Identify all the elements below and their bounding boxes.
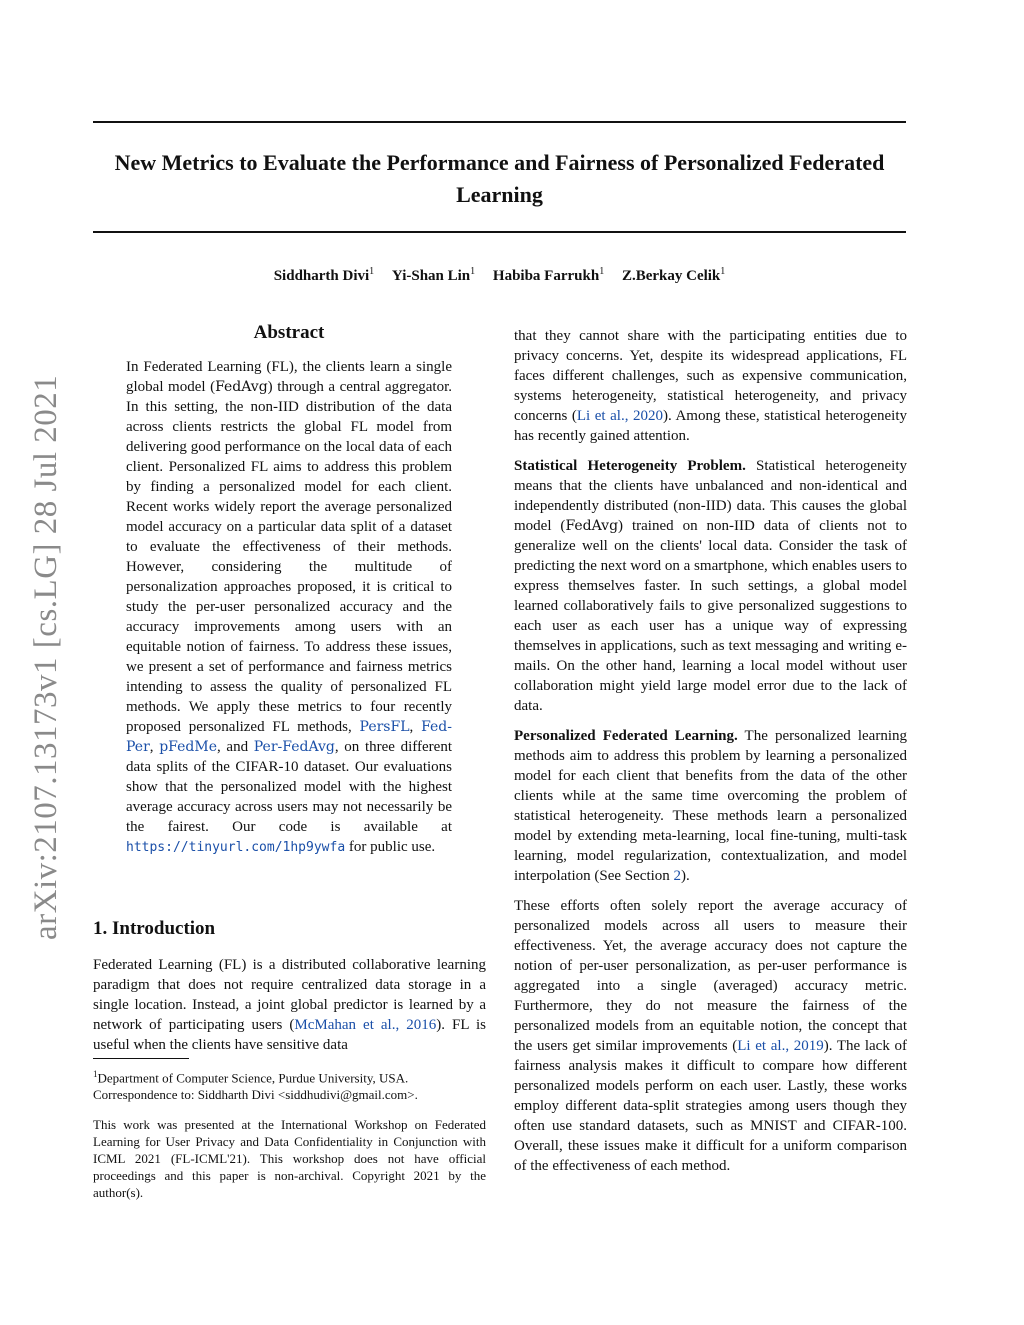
paper-title: New Metrics to Evaluate the Performance and Fairness of Personalized Federated Learning [114,150,885,207]
method-perfedavg[interactable]: Per-FedAvg [253,739,335,755]
paragraph-heading: Personalized Federated Learning. [514,728,738,744]
method-fedavg: FedAvg [215,379,268,395]
citation-link[interactable]: Li et al., 2019 [737,1038,824,1054]
footnote-rule [93,1058,189,1059]
abstract-body: In Federated Learning (FL), the clients learn a single global model (FedAvg) through a central aggregator. In this setting, the non-IID distribution of the data across clients restricts the global FL model from delivering good performance on the local data of each client. Personalized FL aims to address this problem by finding a personalized model for each client. Recent works widely report the average personalized model accuracy on a particular data split of a dataset to evaluate the effectiveness of their methods. However, considering the multitude of personalization approaches proposed, it is critical to study the per-user personalized accuracy and the accuracy improvements among users with an equitable notion of fairness. To address these issues, we present a set of performance and fairness metrics intending to assess the quality of personalized FL methods. We apply these metrics to four recently proposed personalized FL methods, PersFL, Fed-Per, pFedMe, and Per-FedAvg, on three different data splits of the CIFAR-10 dataset. Our evaluations show that the personalized model with the highest average accuracy across users may not necessarily be the fairest. Our code is available at https://tinyurl.com/1hp9ywfa for public use. [126,359,452,855]
author: Habiba Farrukh$^1$ [492,266,605,284]
paragraph: that they cannot share with the participating entities due to privacy concerns. Yet, despite its widespread applications, FL faces different challenges, such as expensive communication, systems heterogeneity, statistical heterogeneity, and privacy concerns (Li et al., 2020). Among these, statistical heterogeneity has recently gained attention. [514,328,907,444]
intro-body: Federated Learning (FL) is a distributed collaborative learning paradigm that does not require centralized data storage in a single location. Instead, a joint global predictor is learned by a network of participating users (McMahan et al., 2016). FL is useful when the clients have sensitive data [93,957,486,1053]
affiliation-footnote: $^1$Department of Computer Science, Purdue University, USA. Correspondence to: Siddharth Divi <siddhudivi@gmail.com>. [93,1069,418,1103]
section-link[interactable]: 2 [673,868,682,884]
author: Yi-Shan Lin$^1$ [391,266,476,284]
paragraph-heading: Statistical Heterogeneity Problem. [514,458,746,474]
citation-link[interactable]: Li et al., 2020 [576,408,663,424]
method-fedper[interactable]: Fed-Per [126,719,452,755]
title-rule-top [93,121,906,123]
paragraph: Personalized Federated Learning. The personalized learning methods aim to address this problem by learning a personalized model for each client that benefits from the data of the other clients while at the same time overcoming the problem of statistical heterogeneity. These methods learn a personalized model by extending meta-learning, local fine-tuning, multi-task learning, model regularization, contextualization, and model interpolation (See Section 2). [514,728,907,884]
citation-link[interactable]: McMahan et al., 2016 [294,1017,437,1033]
code-url-link[interactable]: https://tinyurl.com/1hp9ywfa [126,840,346,855]
right-column [514,326,907,1186]
paragraph: Statistical Heterogeneity Problem. Statistical heterogeneity means that the clients have unbalanced and non-identical and independently distributed (non-IID) data. This causes the global model (FedAvg) trained on non-IID data of clients not to generalize well on the clients' local data. Consider the task of predicting the next word on a smartphone, which enables users to express themselves faster. In such settings, a global model learned collaboratively fails to give personalized suggestions to each user as each user has a unique way of expressing themselves in applications, such as text messaging and writing e-mails. On the other hand, learning a local model without user collaboration might yield large model error due to the lack of data. [514,458,907,714]
author: Z.Berkay Celik$^1$ [621,266,726,284]
paragraph: These efforts often solely report the average accuracy of personalized models across all users to measure their effectiveness. Yet, the average accuracy does not capture the notion of per-user personalization, as per-user performance is aggregated into a single (averaged) accuracy metric. Furthermore, they do not measure the fairness of the personalized models from an equitable notion, the concept that the users get similar improvements (Li et al., 2019). The lack of fairness analysis makes it difficult to compare how different personalized models perform on each user. Lastly, these works employ different data-split strategies among users though they often use standard datasets, such as MNIST and CIFAR-100. Overall, these issues make it difficult for a uniform comparison of the effectiveness of each method. [514,898,907,1174]
title-rule-bottom [93,231,906,233]
author-list [93,266,906,285]
abstract-heading: Abstract [253,322,325,343]
method-persfl[interactable]: PersFL [359,719,410,735]
method-fedavg: FedAvg [565,518,619,534]
author: Siddharth Divi$^1$ [273,266,375,284]
method-pfedme[interactable]: pFedMe [159,739,217,755]
section-heading-introduction: 1. Introduction [93,918,216,939]
workshop-note: This work was presented at the International Workshop on Federated Learning for User Privacy and Data Confidentiality in Conjunction with ICML 2021 (FL-ICML'21). This workshop does not have official proceedings and this paper is non-archival. Copyright 2021 by the author(s). [93,1117,486,1200]
arxiv-stamp: arXiv:2107.13173v1 [cs.LG] 28 Jul 2021 [28,374,64,940]
